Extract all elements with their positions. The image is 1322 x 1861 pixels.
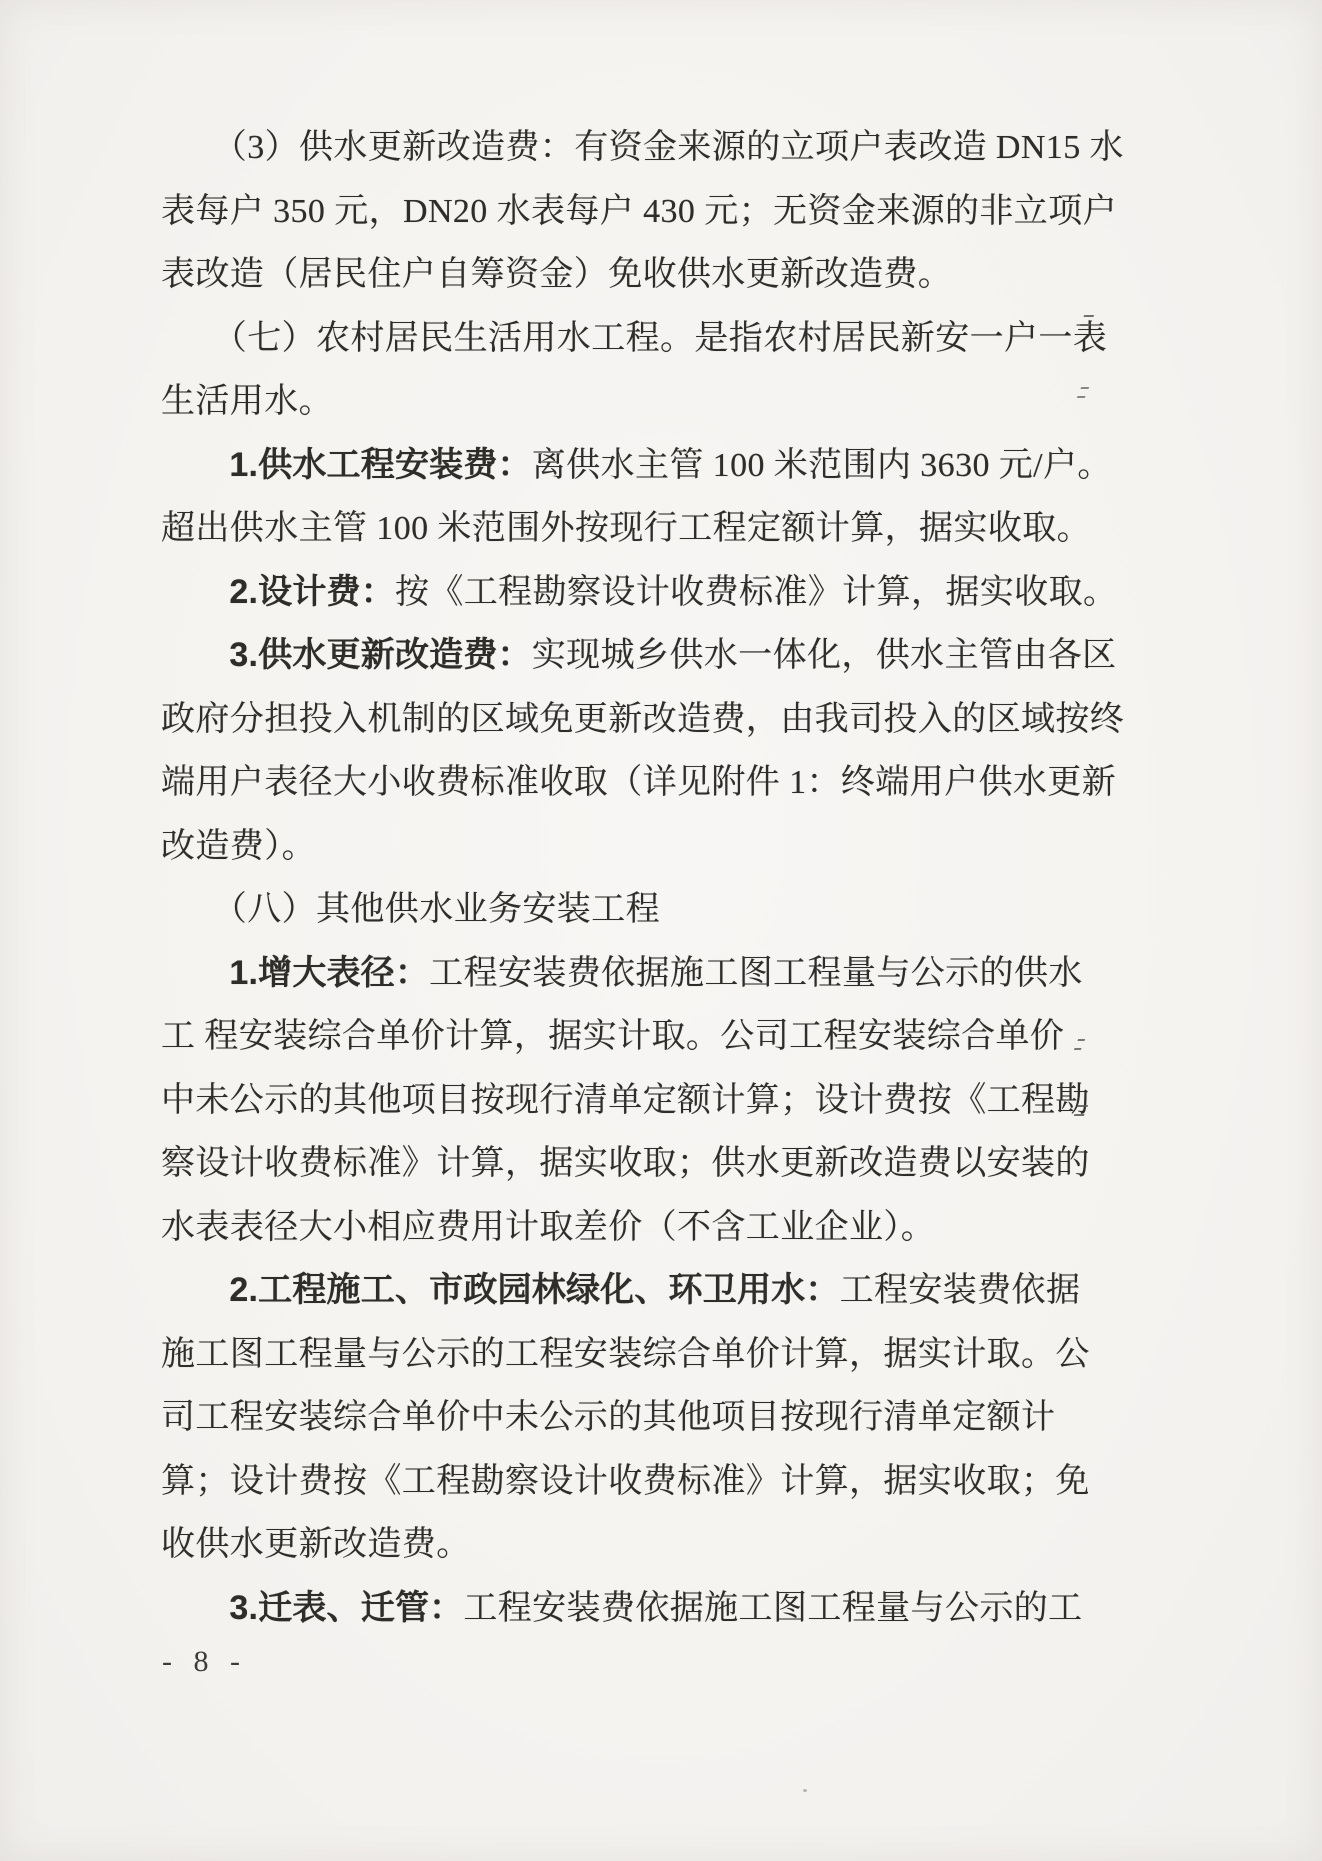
text-line <box>161 1386 1056 1450</box>
text-line <box>161 1005 1065 1069</box>
page-number: - 8 - <box>162 1645 247 1678</box>
text-line <box>161 497 1091 561</box>
text-run: 水表表径大小相应费用计取差价（不含工业企业）。 <box>161 1208 936 1246</box>
text-line <box>161 1069 1090 1133</box>
text-line <box>161 1196 1017 1260</box>
text-run: 算；设计费按《工程勘察设计收费标准》计算，据实收取；免 <box>161 1462 1090 1500</box>
text-run: 超出供水主管 100 米范围外按现行工程定额计算，据实收取。 <box>161 510 1091 547</box>
text-line <box>161 878 1017 942</box>
text-run: 生活用水。 <box>161 383 333 420</box>
text-run: 实现城乡供水一体化，供水主管由各区 <box>531 637 1117 674</box>
text-run: 工程安装费依据施工图工程量与公示的工 <box>463 1589 1083 1627</box>
text-run: 司工程安装综合单价中未公示的其他项目按现行清单定额计 <box>161 1399 1056 1436</box>
text-line <box>161 1513 1017 1577</box>
text-bold-run: 3.供水更新改造费： <box>161 636 532 674</box>
text-line <box>161 1323 1090 1387</box>
text-line <box>161 180 1118 244</box>
text-line <box>161 370 1017 434</box>
text-line <box>161 434 1112 498</box>
text-line <box>161 1577 1083 1641</box>
text-run: 工程安装费依据施工图工程量与公示的供水 <box>429 954 1083 992</box>
text-line <box>161 116 1124 180</box>
text-bold-run: 1.增大表径： <box>161 953 430 992</box>
text-bold-run: 1.供水工程安装费： <box>161 445 532 484</box>
text-bold-run: 2.工程施工、市政园林绿化、环卫用水： <box>161 1271 840 1309</box>
text-run: 表改造（居民住户自筹资金）免收供水更新改造费。 <box>161 256 953 293</box>
text-run: 收供水更新改造费。 <box>161 1526 471 1563</box>
text-run: 改造费）。 <box>161 827 316 865</box>
text-line <box>161 815 1017 879</box>
text-bold-run: 2.设计费： <box>161 572 395 611</box>
text-run: （八）其他供水业务安装工程 <box>161 891 660 928</box>
text-line <box>161 688 1125 752</box>
text-line <box>161 1450 1090 1514</box>
text-run: 施工图工程量与公示的工程安装综合单价计算，据实计取。公 <box>161 1335 1090 1373</box>
text-line <box>161 561 1118 625</box>
text-line <box>161 243 1017 307</box>
text-line <box>161 624 1117 688</box>
text-run: 端用户表径大小收费标准收取（详见附件 1：终端用户供水更新 <box>161 764 1117 801</box>
scan-dot-artifact <box>803 1789 807 1792</box>
text-run: 中未公示的其他项目按现行清单定额计算；设计费按《工程勘 <box>161 1081 1090 1119</box>
text-run: 察设计收费标准》计算，据实收取；供水更新改造费以安装的 <box>161 1145 1090 1182</box>
text-run: 工 程安装综合单价计算，据实计取。公司工程安装综合单价 <box>161 1018 1065 1055</box>
text-run: 政府分担投入机制的区域免更新改造费，由我司投入的区域按终 <box>161 700 1125 738</box>
text-line <box>161 1259 1081 1323</box>
text-run: 表每户 350 元，DN20 水表每户 430 元；无资金来源的非立项户 <box>161 192 1118 230</box>
text-line <box>161 751 1117 815</box>
text-line <box>161 307 1108 371</box>
text-line <box>161 1132 1090 1196</box>
text-run: 工程安装费依据 <box>839 1272 1081 1309</box>
text-run: （3）供水更新改造费：有资金来源的立项户表改造 DN15 水 <box>161 129 1124 166</box>
text-run: （七）农村居民生活用水工程。是指农村居民新安一户一表 <box>161 319 1108 357</box>
text-run: 按《工程勘察设计收费标准》计算，据实收取。 <box>394 573 1118 611</box>
text-run: 离供水主管 100 米范围内 3630 元/户。 <box>531 446 1112 484</box>
text-line <box>161 942 1083 1006</box>
text-bold-run: 3.迁表、迁管： <box>161 1588 464 1627</box>
document-body <box>161 116 1125 1640</box>
